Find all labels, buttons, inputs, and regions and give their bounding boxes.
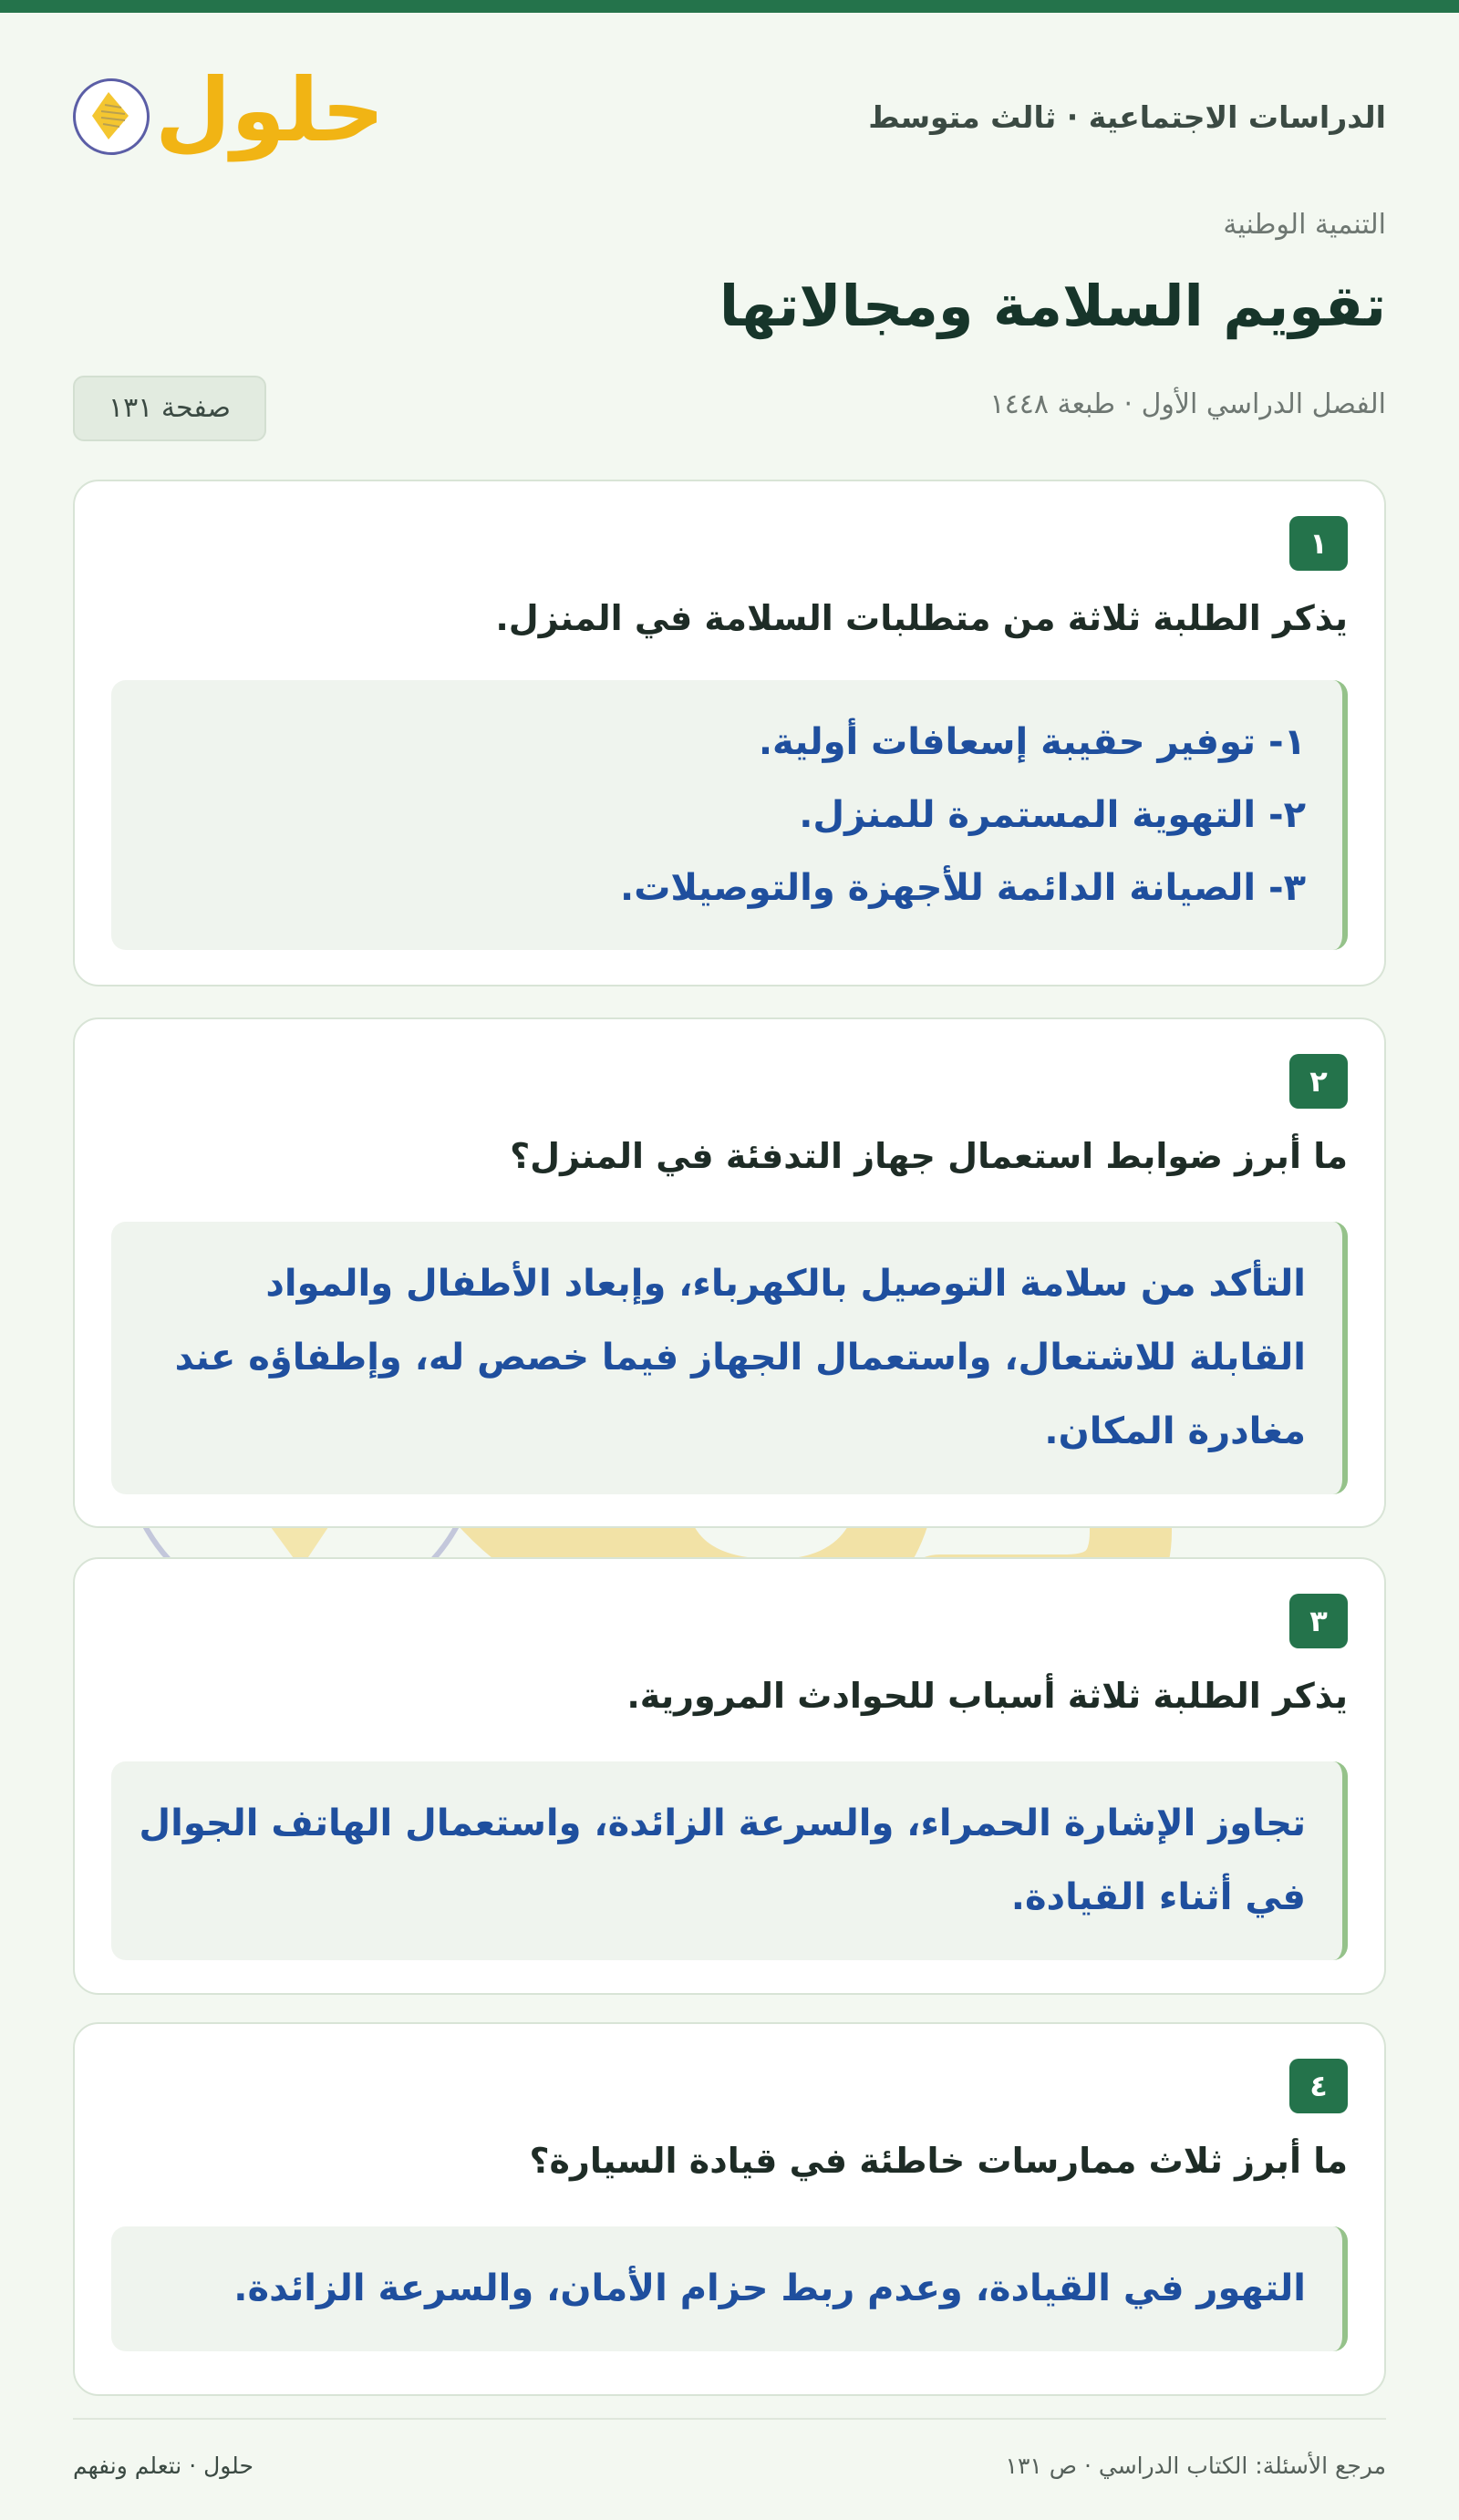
question-card-1: [73, 480, 1386, 986]
question-text: يذكر الطلبة ثلاثة أسباب للحوادث المرورية.: [626, 1676, 1348, 1716]
footer-divider: [73, 2418, 1386, 2420]
question-card-4: [73, 2022, 1386, 2396]
semester-edition: الفصل الدراسي الأول · طبعة ١٤٤٨: [989, 388, 1386, 420]
question-text: ما أبرز ثلاث ممارسات خاطئة في قيادة السيارة؟: [529, 2141, 1348, 2181]
question-text: يذكر الطلبة ثلاثة من متطلبات السلامة في المنزل.: [495, 598, 1348, 638]
answer-item: ٣- الصيانة الدائمة للأجهزة والتوصيلات.: [620, 867, 1306, 909]
page-number-badge: صفحة ١٣١: [73, 376, 266, 441]
subject-grade-label: الدراسات الاجتماعية · ثالث متوسط: [868, 99, 1386, 135]
question-text: ما أبرز ضوابط استعمال جهاز التدفئة في المنزل؟: [510, 1136, 1348, 1176]
worksheet-page: [73, 13, 1386, 2520]
footer-brand: حلول · نتعلم ونفهم: [73, 2453, 254, 2479]
question-number-badge: ٣: [1289, 1594, 1348, 1648]
answer-text: تجاوز الإشارة الحمراء، والسرعة الزائدة، واستعمال الهاتف الجوال في أثناء القيادة.: [139, 1802, 1306, 1918]
answer-box: [111, 1761, 1348, 1960]
book-emblem-icon: [73, 78, 150, 155]
answer-box: [111, 1222, 1348, 1494]
question-number-badge: ٢: [1289, 1054, 1348, 1109]
answer-text: التأكد من سلامة التوصيل بالكهرباء، وإبعاد الأطفال والمواد القابلة للاشتعال، واستعمال الجهاز فيما خصص له، وإطفاؤه عند مغادرة المكان.: [174, 1263, 1306, 1452]
answer-box: [111, 680, 1348, 950]
question-card-2: [73, 1017, 1386, 1528]
answer-item: ١- توفير حقيبة إسعافات أولية.: [758, 721, 1306, 763]
brand-logo[interactable]: [73, 59, 385, 170]
answer-item: ٢- التهوية المستمرة للمنزل.: [799, 794, 1306, 836]
footer-reference: مرجع الأسئلة: الكتاب الدراسي · ص ١٣١: [1005, 2453, 1386, 2479]
question-card-3: [73, 1557, 1386, 1995]
page-header: [73, 13, 1386, 213]
page-title: تقويم السلامة ومجالاتها: [719, 273, 1386, 339]
unit-label: التنمية الوطنية: [1223, 209, 1386, 241]
question-number-badge: ٤: [1289, 2059, 1348, 2113]
top-accent-bar: [0, 0, 1459, 13]
answer-text: التهور في القيادة، وعدم ربط حزام الأمان، والسرعة الزائدة.: [233, 2267, 1306, 2309]
answer-box: [111, 2226, 1348, 2351]
brand-logo-text: حلول: [155, 59, 385, 161]
question-number-badge: ١: [1289, 516, 1348, 571]
